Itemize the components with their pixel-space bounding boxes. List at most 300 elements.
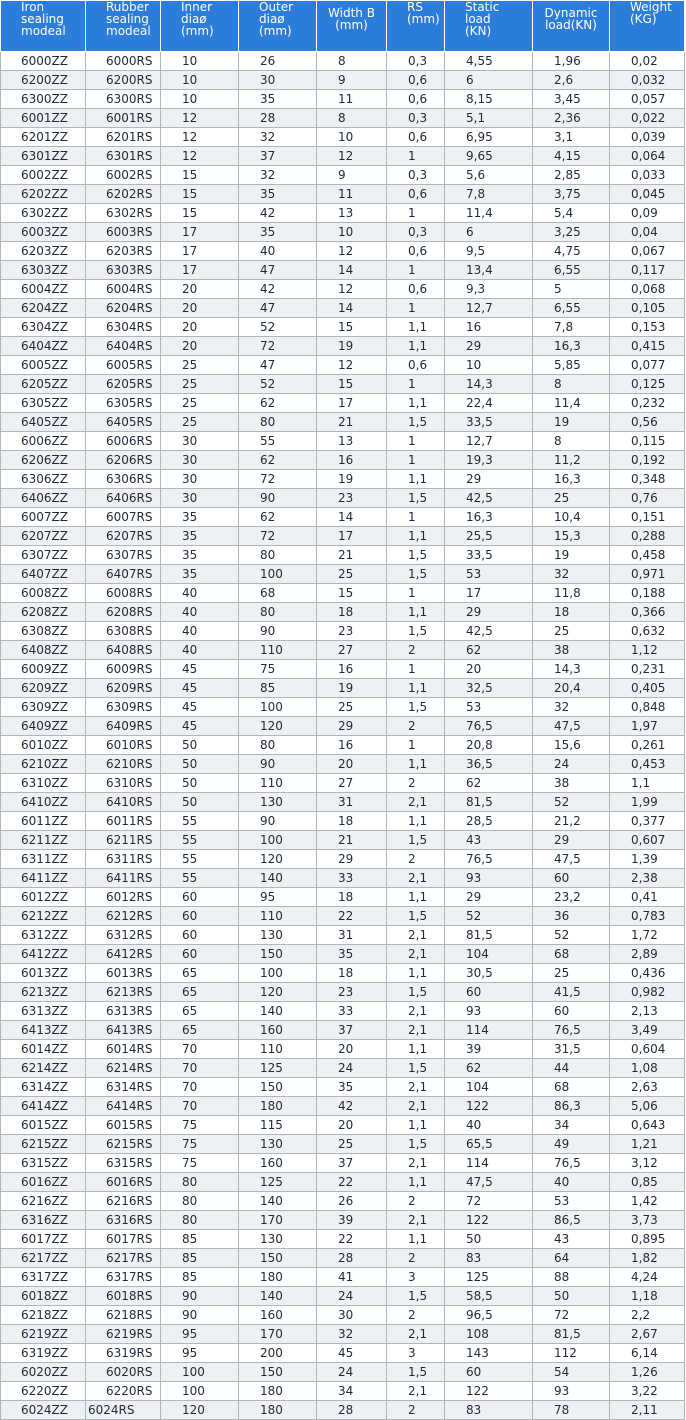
table-row: [1, 603, 685, 622]
cell-static-load: 10: [445, 356, 533, 375]
cell-rs: 2,1: [387, 1154, 445, 1173]
table-row: [1, 1230, 685, 1249]
cell-iron-sealing-model: 6207ZZ: [1, 527, 86, 546]
cell-inner-diameter: 65: [161, 1002, 239, 1021]
cell-outer-diameter: 100: [239, 964, 317, 983]
cell-weight: 2,63: [610, 1078, 685, 1097]
cell-weight: 0,405: [610, 679, 685, 698]
cell-rubber-sealing-model: 6316RS: [86, 1211, 161, 1230]
cell-inner-diameter: 100: [161, 1382, 239, 1401]
cell-inner-diameter: 30: [161, 451, 239, 470]
cell-outer-diameter: 42: [239, 280, 317, 299]
cell-rs: 2,1: [387, 1211, 445, 1230]
cell-width-b: 37: [317, 1021, 387, 1040]
table-row: [1, 204, 685, 223]
cell-rs: 1,1: [387, 394, 445, 413]
cell-weight: 1,99: [610, 793, 685, 812]
cell-iron-sealing-model: 6219ZZ: [1, 1325, 86, 1344]
cell-rubber-sealing-model: 6217RS: [86, 1249, 161, 1268]
cell-weight: 0,105: [610, 299, 685, 318]
table-header: [1, 1, 685, 52]
cell-iron-sealing-model: 6217ZZ: [1, 1249, 86, 1268]
cell-static-load: 72: [445, 1192, 533, 1211]
table-row: [1, 128, 685, 147]
cell-static-load: 29: [445, 888, 533, 907]
table-row: [1, 812, 685, 831]
cell-rs: 1,1: [387, 679, 445, 698]
cell-inner-diameter: 45: [161, 660, 239, 679]
cell-iron-sealing-model: 6203ZZ: [1, 242, 86, 261]
cell-rubber-sealing-model: 6213RS: [86, 983, 161, 1002]
cell-static-load: 6,95: [445, 128, 533, 147]
cell-rs: 1,1: [387, 812, 445, 831]
cell-inner-diameter: 20: [161, 318, 239, 337]
cell-outer-diameter: 55: [239, 432, 317, 451]
cell-static-load: 6: [445, 71, 533, 90]
cell-rubber-sealing-model: 6209RS: [86, 679, 161, 698]
cell-static-load: 76,5: [445, 717, 533, 736]
table-row: [1, 1211, 685, 1230]
cell-rubber-sealing-model: 6408RS: [86, 641, 161, 660]
cell-outer-diameter: 47: [239, 299, 317, 318]
cell-static-load: 104: [445, 945, 533, 964]
table-row: [1, 166, 685, 185]
cell-width-b: 14: [317, 261, 387, 280]
cell-rs: 1,5: [387, 698, 445, 717]
cell-outer-diameter: 90: [239, 489, 317, 508]
cell-rubber-sealing-model: 6306RS: [86, 470, 161, 489]
cell-width-b: 15: [317, 318, 387, 337]
cell-iron-sealing-model: 6213ZZ: [1, 983, 86, 1002]
cell-weight: 1,97: [610, 717, 685, 736]
cell-static-load: 5,6: [445, 166, 533, 185]
cell-inner-diameter: 12: [161, 147, 239, 166]
cell-dynamic-load: 3,75: [533, 185, 610, 204]
table-row: [1, 1382, 685, 1401]
cell-static-load: 4,55: [445, 52, 533, 71]
cell-static-load: 93: [445, 869, 533, 888]
cell-inner-diameter: 70: [161, 1078, 239, 1097]
header-iron-sealing-model: Iron sealing modeal: [1, 1, 86, 52]
cell-width-b: 33: [317, 869, 387, 888]
cell-dynamic-load: 88: [533, 1268, 610, 1287]
cell-weight: 2,11: [610, 1401, 685, 1420]
cell-width-b: 10: [317, 128, 387, 147]
cell-inner-diameter: 25: [161, 375, 239, 394]
cell-iron-sealing-model: 6313ZZ: [1, 1002, 86, 1021]
table-row: [1, 698, 685, 717]
cell-weight: 0,377: [610, 812, 685, 831]
cell-static-load: 29: [445, 470, 533, 489]
cell-width-b: 30: [317, 1306, 387, 1325]
cell-iron-sealing-model: 6014ZZ: [1, 1040, 86, 1059]
cell-outer-diameter: 160: [239, 1154, 317, 1173]
cell-outer-diameter: 80: [239, 736, 317, 755]
cell-rubber-sealing-model: 6017RS: [86, 1230, 161, 1249]
cell-rubber-sealing-model: 6314RS: [86, 1078, 161, 1097]
cell-rs: 2,1: [387, 1078, 445, 1097]
cell-dynamic-load: 68: [533, 945, 610, 964]
cell-rs: 1,5: [387, 831, 445, 850]
cell-rubber-sealing-model: 6301RS: [86, 147, 161, 166]
cell-weight: 0,436: [610, 964, 685, 983]
table-row: [1, 375, 685, 394]
cell-iron-sealing-model: 6300ZZ: [1, 90, 86, 109]
cell-dynamic-load: 4,15: [533, 147, 610, 166]
cell-rs: 1,1: [387, 888, 445, 907]
cell-dynamic-load: 19: [533, 546, 610, 565]
cell-iron-sealing-model: 6018ZZ: [1, 1287, 86, 1306]
cell-width-b: 37: [317, 1154, 387, 1173]
cell-width-b: 22: [317, 1230, 387, 1249]
cell-iron-sealing-model: 6003ZZ: [1, 223, 86, 242]
cell-outer-diameter: 140: [239, 1002, 317, 1021]
cell-inner-diameter: 50: [161, 793, 239, 812]
cell-rubber-sealing-model: 6009RS: [86, 660, 161, 679]
cell-inner-diameter: 55: [161, 850, 239, 869]
cell-dynamic-load: 5,85: [533, 356, 610, 375]
cell-weight: 3,73: [610, 1211, 685, 1230]
cell-dynamic-load: 76,5: [533, 1154, 610, 1173]
cell-width-b: 19: [317, 679, 387, 698]
cell-static-load: 16: [445, 318, 533, 337]
cell-inner-diameter: 20: [161, 337, 239, 356]
cell-dynamic-load: 6,55: [533, 299, 610, 318]
cell-inner-diameter: 17: [161, 223, 239, 242]
cell-weight: 6,14: [610, 1344, 685, 1363]
cell-width-b: 22: [317, 907, 387, 926]
cell-rs: 0,6: [387, 356, 445, 375]
cell-outer-diameter: 47: [239, 356, 317, 375]
cell-iron-sealing-model: 6405ZZ: [1, 413, 86, 432]
table-row: [1, 261, 685, 280]
cell-rubber-sealing-model: 6204RS: [86, 299, 161, 318]
table-row: [1, 470, 685, 489]
cell-dynamic-load: 6,55: [533, 261, 610, 280]
cell-iron-sealing-model: 6311ZZ: [1, 850, 86, 869]
cell-outer-diameter: 170: [239, 1211, 317, 1230]
cell-iron-sealing-model: 6220ZZ: [1, 1382, 86, 1401]
cell-outer-diameter: 72: [239, 337, 317, 356]
cell-outer-diameter: 47: [239, 261, 317, 280]
cell-width-b: 23: [317, 622, 387, 641]
table-row: [1, 356, 685, 375]
cell-outer-diameter: 130: [239, 926, 317, 945]
cell-iron-sealing-model: 6406ZZ: [1, 489, 86, 508]
cell-outer-diameter: 110: [239, 641, 317, 660]
cell-static-load: 13,4: [445, 261, 533, 280]
cell-iron-sealing-model: 6314ZZ: [1, 1078, 86, 1097]
cell-width-b: 34: [317, 1382, 387, 1401]
cell-dynamic-load: 11,2: [533, 451, 610, 470]
cell-dynamic-load: 68: [533, 1078, 610, 1097]
cell-inner-diameter: 55: [161, 812, 239, 831]
cell-rubber-sealing-model: 6414RS: [86, 1097, 161, 1116]
cell-static-load: 33,5: [445, 546, 533, 565]
cell-inner-diameter: 17: [161, 261, 239, 280]
cell-inner-diameter: 60: [161, 926, 239, 945]
cell-iron-sealing-model: 6002ZZ: [1, 166, 86, 185]
table-row: [1, 52, 685, 71]
cell-dynamic-load: 52: [533, 793, 610, 812]
cell-width-b: 28: [317, 1401, 387, 1420]
cell-rs: 2,1: [387, 926, 445, 945]
cell-rs: 2,1: [387, 1097, 445, 1116]
cell-inner-diameter: 50: [161, 774, 239, 793]
cell-weight: 0,76: [610, 489, 685, 508]
cell-rs: 0,6: [387, 128, 445, 147]
cell-rubber-sealing-model: 6215RS: [86, 1135, 161, 1154]
cell-rs: 0,6: [387, 242, 445, 261]
cell-rubber-sealing-model: 6317RS: [86, 1268, 161, 1287]
cell-rubber-sealing-model: 6010RS: [86, 736, 161, 755]
header-dynamic-load: Dynamic load(KN): [533, 1, 610, 52]
cell-static-load: 122: [445, 1211, 533, 1230]
cell-inner-diameter: 25: [161, 356, 239, 375]
cell-outer-diameter: 100: [239, 698, 317, 717]
table-row: [1, 1192, 685, 1211]
cell-weight: 1,82: [610, 1249, 685, 1268]
cell-inner-diameter: 25: [161, 394, 239, 413]
cell-width-b: 23: [317, 489, 387, 508]
cell-rs: 1,1: [387, 1230, 445, 1249]
cell-width-b: 25: [317, 565, 387, 584]
cell-rs: 1: [387, 299, 445, 318]
table-row: [1, 1116, 685, 1135]
table-row: [1, 831, 685, 850]
cell-rubber-sealing-model: 6001RS: [86, 109, 161, 128]
cell-dynamic-load: 2,85: [533, 166, 610, 185]
cell-iron-sealing-model: 6201ZZ: [1, 128, 86, 147]
cell-rs: 1,1: [387, 755, 445, 774]
cell-iron-sealing-model: 6204ZZ: [1, 299, 86, 318]
table-row: [1, 888, 685, 907]
cell-rubber-sealing-model: 6409RS: [86, 717, 161, 736]
cell-width-b: 12: [317, 280, 387, 299]
cell-weight: 3,22: [610, 1382, 685, 1401]
cell-width-b: 18: [317, 603, 387, 622]
cell-rs: 1: [387, 147, 445, 166]
cell-dynamic-load: 8: [533, 375, 610, 394]
cell-width-b: 31: [317, 793, 387, 812]
cell-weight: 0,032: [610, 71, 685, 90]
cell-dynamic-load: 81,5: [533, 1325, 610, 1344]
cell-weight: 0,41: [610, 888, 685, 907]
cell-rs: 0,6: [387, 71, 445, 90]
cell-rs: 2: [387, 1249, 445, 1268]
cell-inner-diameter: 75: [161, 1116, 239, 1135]
cell-iron-sealing-model: 6009ZZ: [1, 660, 86, 679]
cell-static-load: 122: [445, 1382, 533, 1401]
cell-dynamic-load: 16,3: [533, 337, 610, 356]
cell-inner-diameter: 12: [161, 109, 239, 128]
cell-rs: 2: [387, 1192, 445, 1211]
cell-inner-diameter: 85: [161, 1268, 239, 1287]
cell-dynamic-load: 2,6: [533, 71, 610, 90]
cell-width-b: 20: [317, 1116, 387, 1135]
cell-iron-sealing-model: 6409ZZ: [1, 717, 86, 736]
cell-width-b: 16: [317, 451, 387, 470]
cell-inner-diameter: 85: [161, 1249, 239, 1268]
cell-static-load: 62: [445, 641, 533, 660]
table-row: [1, 1306, 685, 1325]
cell-outer-diameter: 150: [239, 1363, 317, 1382]
cell-weight: 1,21: [610, 1135, 685, 1154]
cell-weight: 0,643: [610, 1116, 685, 1135]
cell-inner-diameter: 80: [161, 1192, 239, 1211]
table-row: [1, 546, 685, 565]
cell-dynamic-load: 93: [533, 1382, 610, 1401]
cell-rubber-sealing-model: 6207RS: [86, 527, 161, 546]
cell-rs: 1: [387, 432, 445, 451]
cell-outer-diameter: 115: [239, 1116, 317, 1135]
table-row: [1, 755, 685, 774]
cell-inner-diameter: 40: [161, 584, 239, 603]
cell-width-b: 18: [317, 888, 387, 907]
cell-inner-diameter: 55: [161, 869, 239, 888]
cell-rs: 1,5: [387, 622, 445, 641]
cell-outer-diameter: 140: [239, 869, 317, 888]
cell-dynamic-load: 86,3: [533, 1097, 610, 1116]
cell-rs: 1: [387, 660, 445, 679]
table-row: [1, 394, 685, 413]
cell-rubber-sealing-model: 6005RS: [86, 356, 161, 375]
cell-rs: 3: [387, 1268, 445, 1287]
cell-static-load: 28,5: [445, 812, 533, 831]
table-row: [1, 432, 685, 451]
cell-dynamic-load: 60: [533, 869, 610, 888]
header-width-b: Width B (mm): [317, 1, 387, 52]
cell-rs: 2: [387, 717, 445, 736]
cell-static-load: 60: [445, 983, 533, 1002]
cell-static-load: 108: [445, 1325, 533, 1344]
table-row: [1, 736, 685, 755]
cell-rubber-sealing-model: 6016RS: [86, 1173, 161, 1192]
cell-outer-diameter: 125: [239, 1173, 317, 1192]
cell-static-load: 14,3: [445, 375, 533, 394]
cell-weight: 0,458: [610, 546, 685, 565]
cell-dynamic-load: 47,5: [533, 717, 610, 736]
cell-rs: 0,6: [387, 185, 445, 204]
cell-static-load: 39: [445, 1040, 533, 1059]
cell-rs: 1,5: [387, 907, 445, 926]
table-row: [1, 1173, 685, 1192]
cell-width-b: 16: [317, 736, 387, 755]
cell-outer-diameter: 110: [239, 774, 317, 793]
cell-iron-sealing-model: 6404ZZ: [1, 337, 86, 356]
cell-rubber-sealing-model: 6412RS: [86, 945, 161, 964]
cell-weight: 0,02: [610, 52, 685, 71]
cell-weight: 0,04: [610, 223, 685, 242]
cell-rs: 1,1: [387, 318, 445, 337]
table-row: [1, 565, 685, 584]
cell-weight: 0,348: [610, 470, 685, 489]
cell-rs: 1,5: [387, 546, 445, 565]
cell-width-b: 35: [317, 945, 387, 964]
cell-width-b: 39: [317, 1211, 387, 1230]
table-row: [1, 622, 685, 641]
cell-width-b: 27: [317, 774, 387, 793]
cell-rs: 2,1: [387, 1002, 445, 1021]
cell-weight: 0,192: [610, 451, 685, 470]
cell-weight: 1,1: [610, 774, 685, 793]
cell-dynamic-load: 76,5: [533, 1021, 610, 1040]
cell-width-b: 17: [317, 527, 387, 546]
cell-inner-diameter: 15: [161, 185, 239, 204]
table-row: [1, 660, 685, 679]
table-row: [1, 451, 685, 470]
cell-width-b: 12: [317, 356, 387, 375]
cell-outer-diameter: 62: [239, 394, 317, 413]
cell-iron-sealing-model: 6024ZZ: [1, 1401, 86, 1420]
cell-static-load: 29: [445, 337, 533, 356]
cell-weight: 0,068: [610, 280, 685, 299]
cell-static-load: 52: [445, 907, 533, 926]
cell-rubber-sealing-model: 6305RS: [86, 394, 161, 413]
cell-dynamic-load: 11,8: [533, 584, 610, 603]
cell-rubber-sealing-model: 6011RS: [86, 812, 161, 831]
cell-outer-diameter: 95: [239, 888, 317, 907]
cell-weight: 0,151: [610, 508, 685, 527]
cell-static-load: 114: [445, 1021, 533, 1040]
table-row: [1, 90, 685, 109]
cell-weight: 2,38: [610, 869, 685, 888]
cell-width-b: 24: [317, 1287, 387, 1306]
cell-static-load: 5,1: [445, 109, 533, 128]
cell-weight: 0,453: [610, 755, 685, 774]
cell-weight: 0,115: [610, 432, 685, 451]
cell-width-b: 32: [317, 1325, 387, 1344]
cell-iron-sealing-model: 6304ZZ: [1, 318, 86, 337]
cell-outer-diameter: 120: [239, 983, 317, 1002]
cell-weight: 0,783: [610, 907, 685, 926]
cell-width-b: 22: [317, 1173, 387, 1192]
cell-dynamic-load: 34: [533, 1116, 610, 1135]
cell-rs: 1,1: [387, 1173, 445, 1192]
cell-outer-diameter: 120: [239, 717, 317, 736]
cell-dynamic-load: 21,2: [533, 812, 610, 831]
cell-static-load: 96,5: [445, 1306, 533, 1325]
cell-static-load: 25,5: [445, 527, 533, 546]
cell-dynamic-load: 52: [533, 926, 610, 945]
cell-outer-diameter: 130: [239, 1135, 317, 1154]
table-row: [1, 185, 685, 204]
cell-weight: 0,895: [610, 1230, 685, 1249]
cell-dynamic-load: 15,3: [533, 527, 610, 546]
cell-rubber-sealing-model: 6307RS: [86, 546, 161, 565]
cell-iron-sealing-model: 6000ZZ: [1, 52, 86, 71]
cell-dynamic-load: 19: [533, 413, 610, 432]
cell-weight: 1,42: [610, 1192, 685, 1211]
cell-rs: 2,1: [387, 869, 445, 888]
cell-dynamic-load: 43: [533, 1230, 610, 1249]
cell-rs: 1: [387, 451, 445, 470]
cell-iron-sealing-model: 6013ZZ: [1, 964, 86, 983]
cell-static-load: 65,5: [445, 1135, 533, 1154]
cell-iron-sealing-model: 6218ZZ: [1, 1306, 86, 1325]
cell-dynamic-load: 10,4: [533, 508, 610, 527]
cell-outer-diameter: 35: [239, 90, 317, 109]
cell-weight: 3,49: [610, 1021, 685, 1040]
table-row: [1, 318, 685, 337]
cell-inner-diameter: 70: [161, 1097, 239, 1116]
cell-inner-diameter: 30: [161, 470, 239, 489]
cell-iron-sealing-model: 6212ZZ: [1, 907, 86, 926]
cell-rs: 0,6: [387, 90, 445, 109]
cell-rubber-sealing-model: 6004RS: [86, 280, 161, 299]
cell-dynamic-load: 1,96: [533, 52, 610, 71]
cell-iron-sealing-model: 6020ZZ: [1, 1363, 86, 1382]
